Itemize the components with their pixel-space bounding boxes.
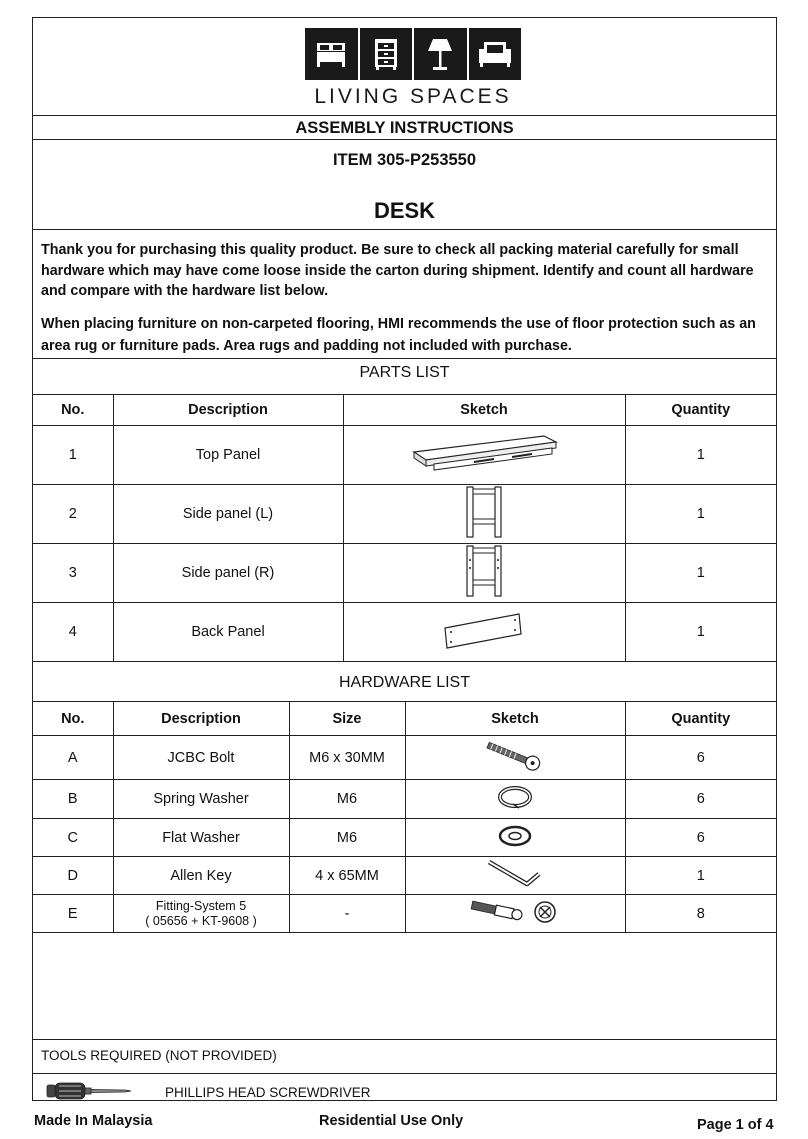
cam-fitting-sketch	[465, 896, 565, 928]
hardware-quantity: 8	[625, 895, 776, 933]
table-row	[33, 857, 776, 895]
hardware-table	[33, 701, 776, 933]
item-number: ITEM 305-P253550	[332, 151, 477, 169]
footer-origin: Made In Malaysia	[34, 1113, 153, 1129]
hardware-list-title: HARDWARE LIST	[339, 674, 470, 691]
part-quantity: 1	[625, 485, 776, 544]
brand-logo	[305, 28, 521, 108]
footer-use: Residential Use Only	[319, 1113, 464, 1129]
hardware-no: D	[33, 857, 113, 895]
screwdriver-icon	[45, 1080, 135, 1102]
intro-paragraph-1: Thank you for purchasing this quality product. Be sure to check all packing material carefully for small hardware which may have come loose inside the carton during shipment. Identify and count all hardware and compare with the hardware list below.	[41, 242, 754, 299]
intro-paragraph-2: When placing furniture on non-carpeted flooring, HMI recommends the use of floor protection such as an area rug or furniture pads. Area rugs and padding not included with purchase.	[41, 316, 756, 354]
table-row	[33, 895, 776, 933]
col-sketch: Sketch	[343, 395, 625, 426]
col-quantity: Quantity	[625, 702, 776, 736]
tool-item-label: PHILLIPS HEAD SCREWDRIVER	[165, 1085, 371, 1100]
table-row	[33, 780, 776, 819]
col-description: Description	[113, 395, 343, 426]
table-row	[33, 426, 776, 485]
parts-list-title: PARTS LIST	[359, 364, 450, 381]
bolt-sketch	[480, 739, 550, 773]
hardware-no: C	[33, 819, 113, 857]
allen-key-sketch	[485, 858, 545, 890]
instruction-sheet	[32, 17, 777, 1101]
part-no: 2	[33, 485, 113, 544]
brand-name: LIVING SPACES	[314, 85, 512, 108]
table-row	[33, 544, 776, 603]
part-no: 1	[33, 426, 113, 485]
hardware-quantity: 1	[625, 857, 776, 895]
col-no: No.	[33, 395, 113, 426]
bed-icon	[314, 39, 348, 69]
doc-type-heading: ASSEMBLY INSTRUCTIONS	[295, 119, 514, 137]
product-name: DESK	[373, 198, 436, 223]
dresser-icon	[372, 37, 400, 71]
col-quantity: Quantity	[625, 395, 776, 426]
col-sketch: Sketch	[405, 702, 625, 736]
hardware-size: M6 x 30MM	[289, 736, 405, 780]
side-panel-sketch	[459, 544, 509, 598]
hardware-quantity: 6	[625, 736, 776, 780]
hardware-no: A	[33, 736, 113, 780]
parts-table	[33, 394, 776, 662]
part-description: Top Panel	[113, 426, 343, 485]
hardware-no: B	[33, 780, 113, 819]
hardware-size: 4 x 65MM	[289, 857, 405, 895]
armchair-icon	[477, 39, 513, 69]
hardware-size: M6	[289, 780, 405, 819]
col-description: Description	[113, 702, 289, 736]
hardware-description: Allen Key	[113, 857, 289, 895]
side-panel-sketch	[459, 485, 509, 539]
part-description: Side panel (L)	[113, 485, 343, 544]
part-quantity: 1	[625, 603, 776, 662]
part-description: Back Panel	[113, 603, 343, 662]
footer-page-number: Page 1 of 4	[697, 1117, 774, 1133]
table-row	[33, 736, 776, 780]
table-row	[33, 485, 776, 544]
hardware-quantity: 6	[625, 819, 776, 857]
table-row	[33, 819, 776, 857]
hardware-description: Spring Washer	[113, 780, 289, 819]
hardware-description: JCBC Bolt	[113, 736, 289, 780]
table-row	[33, 603, 776, 662]
part-no: 4	[33, 603, 113, 662]
part-no: 3	[33, 544, 113, 603]
parts-header-row	[33, 395, 776, 426]
flat-washer-sketch	[495, 824, 535, 848]
lamp-icon	[425, 36, 455, 72]
tools-title: TOOLS REQUIRED (NOT PROVIDED)	[41, 1048, 277, 1063]
part-description: Side panel (R)	[113, 544, 343, 603]
hardware-header-row	[33, 702, 776, 736]
hardware-description: Fitting-System 5	[155, 898, 247, 913]
hardware-size: M6	[289, 819, 405, 857]
col-no: No.	[33, 702, 113, 736]
part-quantity: 1	[625, 426, 776, 485]
hardware-description: Flat Washer	[113, 819, 289, 857]
hardware-size: -	[289, 895, 405, 933]
spring-washer-sketch	[495, 784, 535, 810]
hardware-quantity: 6	[625, 780, 776, 819]
hardware-description-detail: ( 05656 + KT-9608 )	[145, 913, 257, 928]
col-size: Size	[289, 702, 405, 736]
hardware-no: E	[33, 895, 113, 933]
part-quantity: 1	[625, 544, 776, 603]
back-panel-sketch	[439, 608, 529, 652]
top-panel-sketch	[404, 430, 564, 476]
